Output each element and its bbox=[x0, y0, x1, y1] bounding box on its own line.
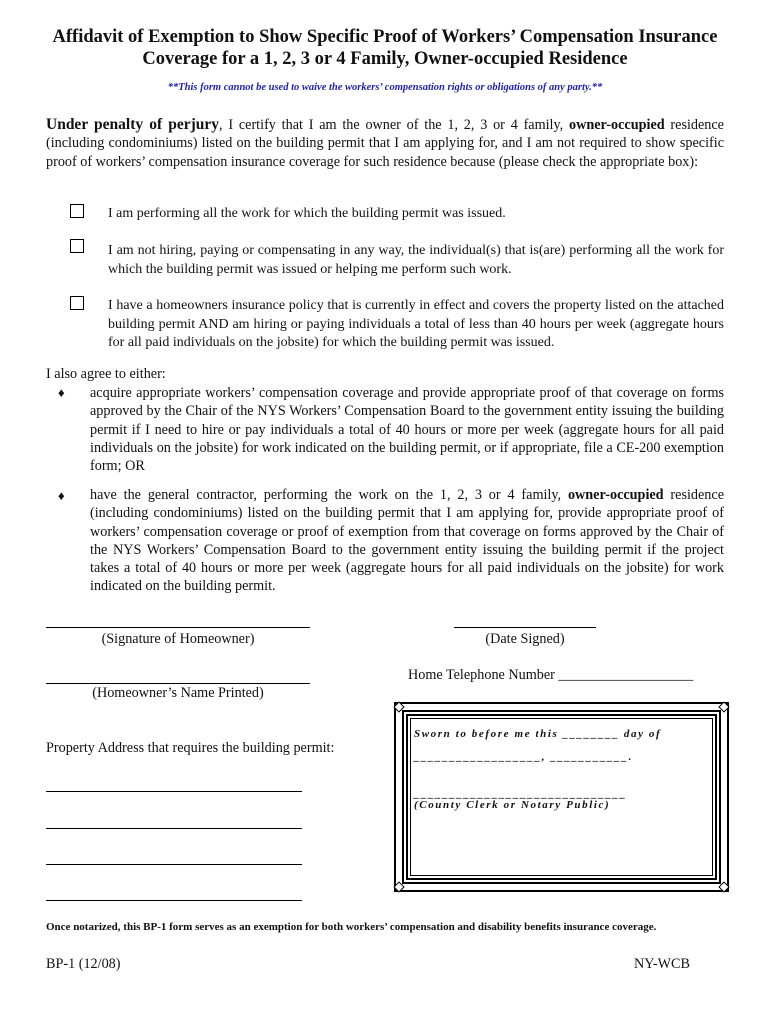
name-printed-line[interactable] bbox=[46, 683, 310, 684]
notarized-note: Once notarized, this BP-1 form serves as an exemption for both workers’ compensation and disability benefits insurance coverage. bbox=[46, 921, 657, 933]
address-line-1[interactable] bbox=[46, 791, 302, 792]
checkbox-all-work[interactable] bbox=[70, 204, 84, 218]
bullet2-text-1: have the general contractor, performing the work on the 1, 2, 3 or 4 family, bbox=[90, 487, 568, 503]
notary-date-line[interactable]: __________________, ___________. bbox=[414, 751, 633, 763]
checkbox-homeowners-insurance-label: I have a homeowners insurance policy that is currently in effect and covers the property listed on the attached building permit AND am hiring or paying individuals a total of less than 40 hours per week (aggregate hours for all paid individuals on the jobsite) for which the building permit was issued. bbox=[108, 298, 724, 350]
intro-paragraph bbox=[46, 116, 724, 171]
checkbox-not-hiring[interactable] bbox=[70, 239, 84, 253]
perjury-lead: Under penalty of perjury bbox=[46, 116, 220, 133]
form-id: BP-1 (12/08) bbox=[46, 956, 121, 972]
signature-label: (Signature of Homeowner) bbox=[101, 631, 255, 647]
checkbox-not-hiring-label: I am not hiring, paying or compensating in any way, the individual(s) that is(are) performing all the work for which the building permit was issued or helping me perform such work. bbox=[108, 243, 724, 277]
owner-occupied-bold: owner-occupied bbox=[569, 117, 665, 133]
form-title-line2: Coverage for a 1, 2, 3 or 4 Family, Owner-occupied Residence bbox=[142, 49, 628, 69]
waiver-notice: **This form cannot be used to waive the workers’ compensation rights or obligations of any party.** bbox=[167, 82, 603, 93]
name-printed-label: (Homeowner’s Name Printed) bbox=[92, 685, 264, 701]
bullet-general-contractor bbox=[90, 486, 724, 596]
signature-line[interactable] bbox=[46, 627, 310, 628]
checkbox-all-work-label: I am performing all the work for which the building permit was issued. bbox=[108, 206, 506, 221]
notary-clerk-label: (County Clerk or Notary Public) bbox=[414, 799, 611, 811]
bullet-diamond-icon: ♦ bbox=[58, 385, 65, 400]
property-address-label: Property Address that requires the building permit: bbox=[46, 740, 335, 756]
address-line-3[interactable] bbox=[46, 864, 302, 865]
address-line-2[interactable] bbox=[46, 828, 302, 829]
form-title-line1: Affidavit of Exemption to Show Specific Proof of Workers’ Compensation Insurance bbox=[52, 27, 718, 47]
agree-heading: I also agree to either: bbox=[46, 366, 166, 382]
owner-occupied-bold: owner-occupied bbox=[567, 487, 664, 503]
bullet-acquire-coverage: acquire appropriate workers’ compensation coverage and provide appropriate proof of that coverage on forms approved by the Chair of the NYS Workers’ Compensation Board to the government entity issuing the building permit if I need to hire or pay individuals a total of 40 hours or more per week (aggregate hours for all paid individuals on the jobsite) for work indicated on the building permit, or if appropriate, file a CE-200 exemption form; OR bbox=[90, 385, 724, 475]
address-line-4[interactable] bbox=[46, 900, 302, 901]
date-signed-label: (Date Signed) bbox=[485, 631, 565, 647]
agency-label: NY-WCB bbox=[634, 956, 690, 972]
intro-text-2: residence (including condominiums) listed on the building permit that I am applying for, and I am not required to show specific proof of workers’ compensation insurance coverage for such residence because (please check the appropriate box): bbox=[46, 117, 724, 170]
notary-box bbox=[394, 702, 729, 892]
notary-sworn-text: Sworn to before me this ________ day of bbox=[414, 728, 662, 740]
checkbox-homeowners-insurance[interactable] bbox=[70, 296, 84, 310]
date-signed-line[interactable] bbox=[454, 627, 596, 628]
intro-text-1: , I certify that I am the owner of the 1, 2, 3 or 4 family, bbox=[219, 117, 570, 133]
notary-signature-line[interactable]: ______________________________ bbox=[414, 788, 627, 800]
bullet2-text-2: residence (including condominiums) listed on the building permit that I am applying for, provide appropriate proof of workers’ compensation coverage or proof of exemption from that coverage on forms approved by the Chair of the NYS Workers’ Compensation Board to the government entity issuing the building permit if the project takes a total of 40 hours or more per week (aggregate hours for all paid individuals on the jobsite) for work indicated on the building permit. bbox=[90, 487, 724, 595]
bullet-diamond-icon: ♦ bbox=[58, 488, 65, 503]
home-telephone-field[interactable]: Home Telephone Number ___________________ bbox=[408, 667, 694, 683]
